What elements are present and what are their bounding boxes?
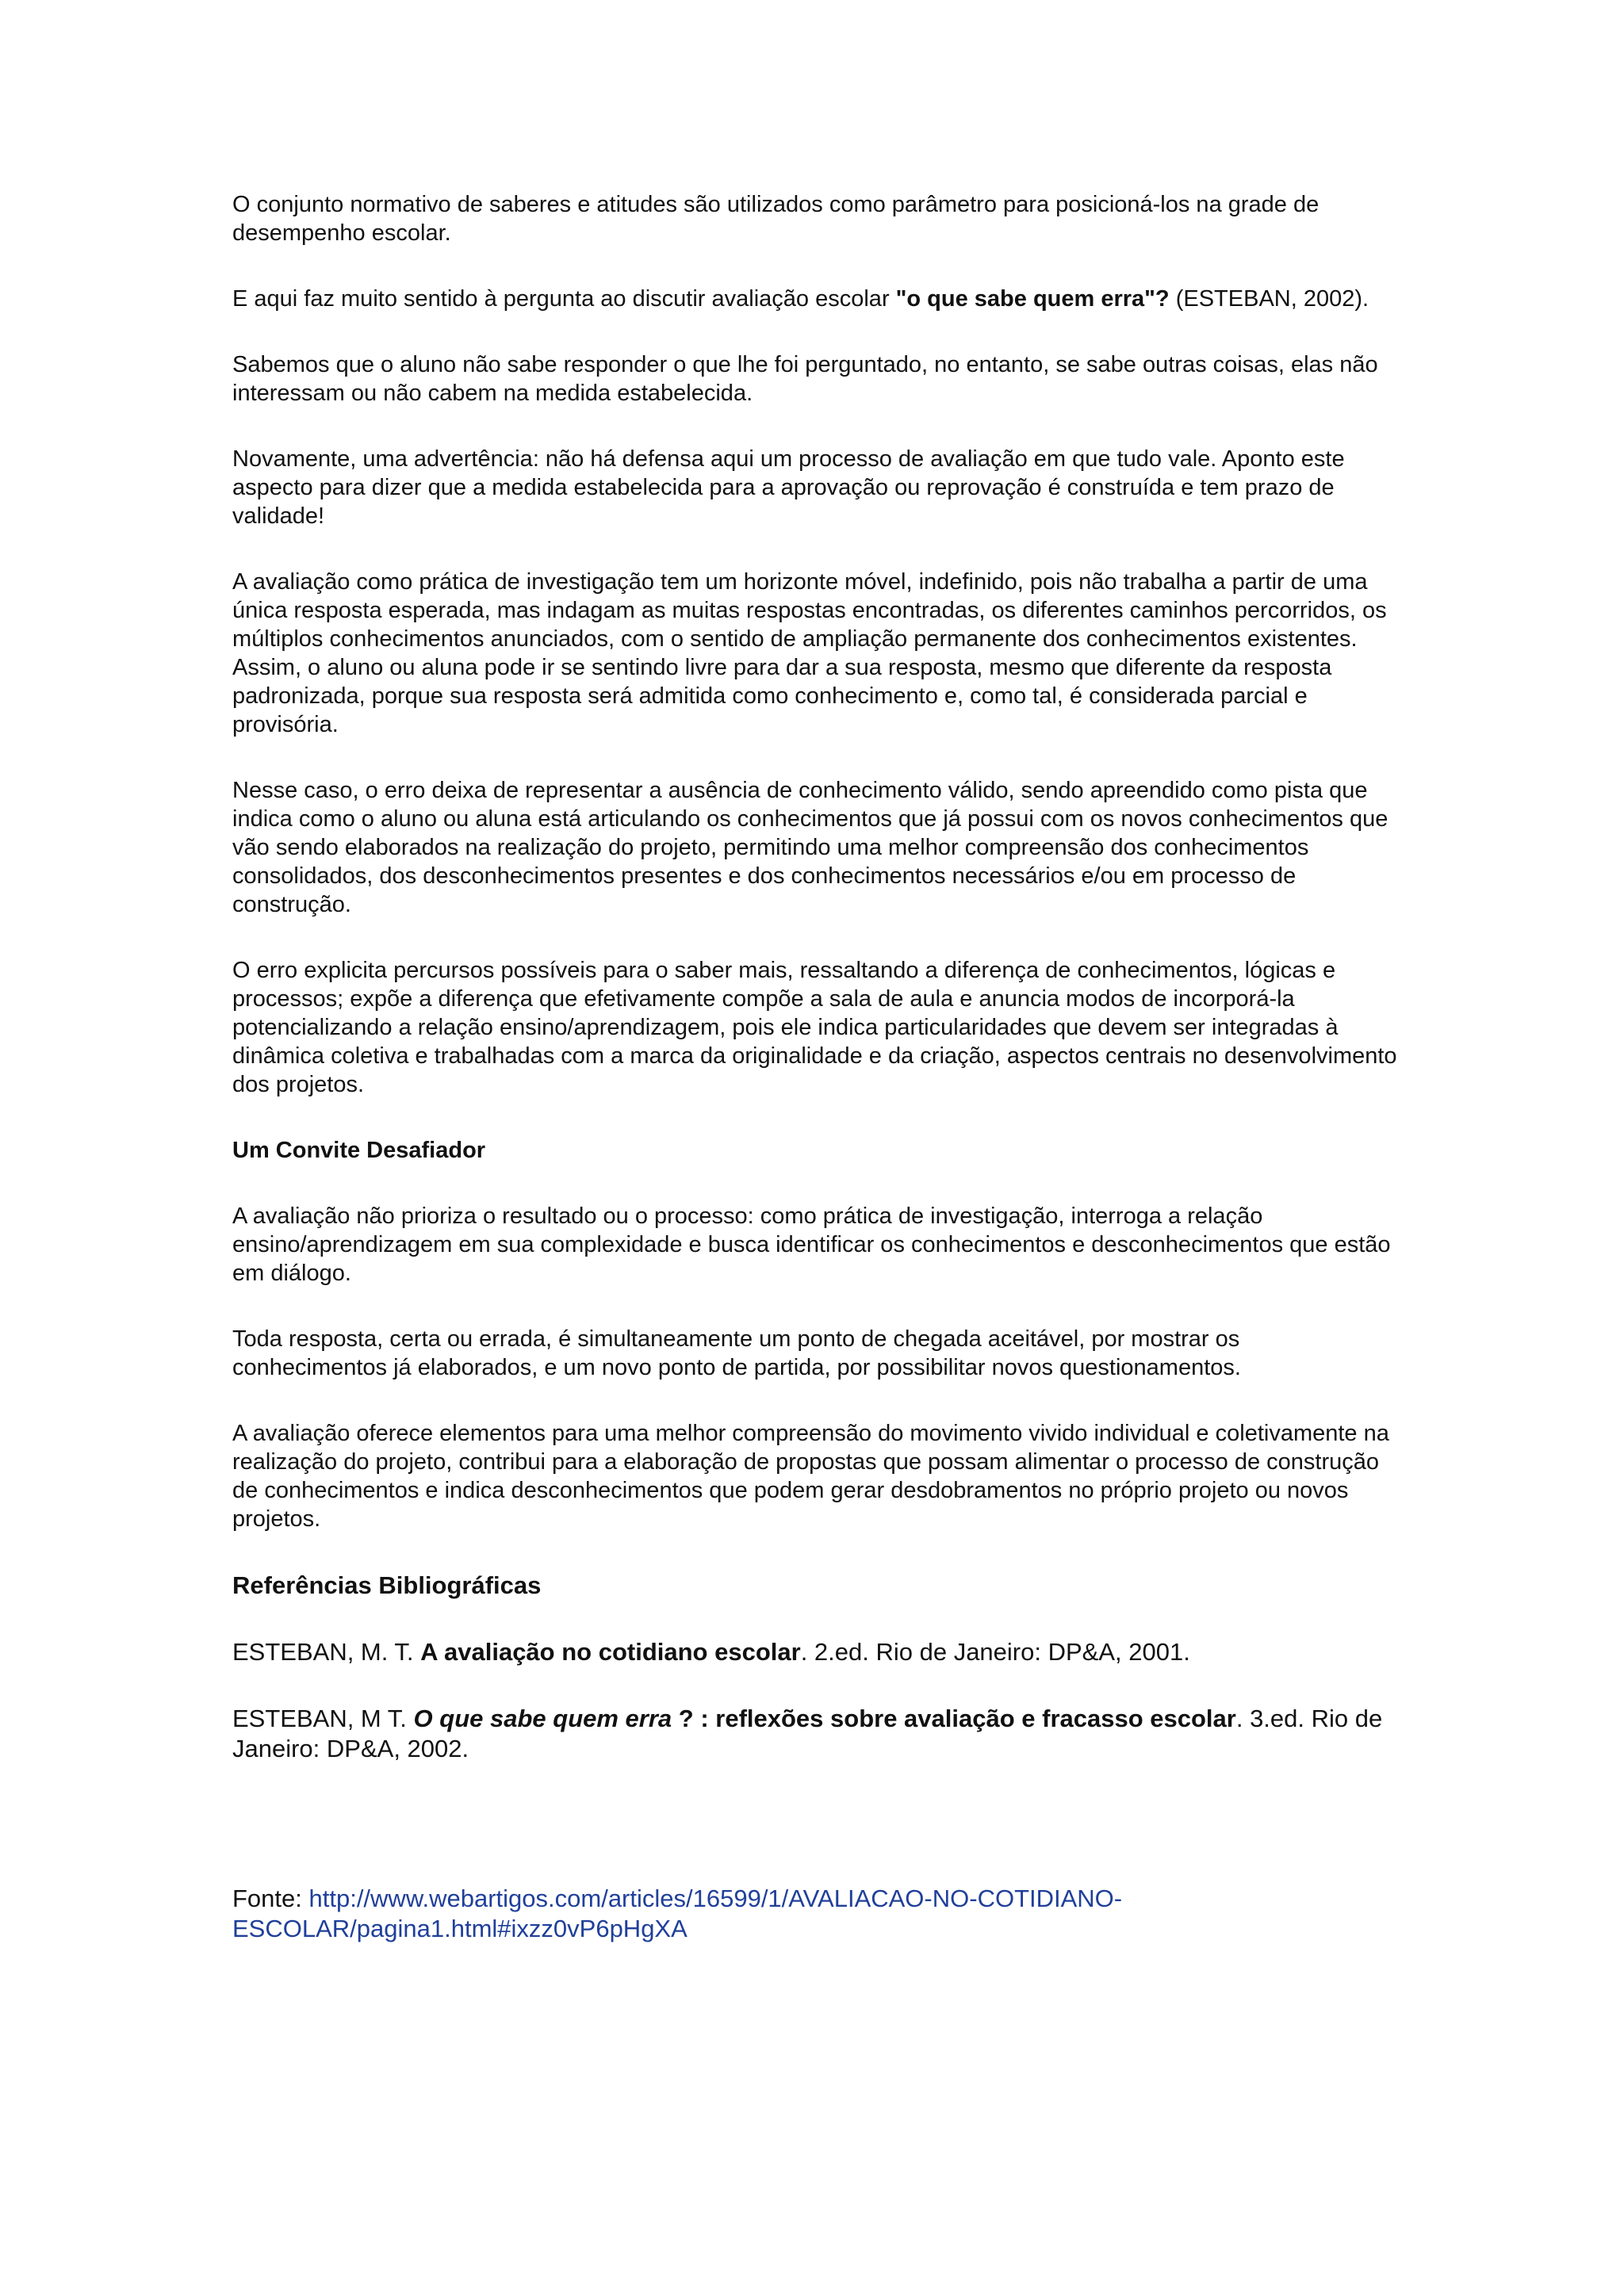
paragraph: O erro explicita percursos possíveis para o saber mais, ressaltando a diferença de conhecimentos, lógicas e processos; expõe a diferença que efetivamente compõe a sala de aula e anuncia modos de incorporá-la potencializando a relação ensino/aprendizagem, pois ele indica particularidades que devem ser integradas à dinâmica coletiva e trabalhadas com a marca da originalidade e da criação, aspectos centrais no desenvolvimento dos projetos. xyxy=(232,958,1397,1097)
references-heading: Referências Bibliográficas xyxy=(232,1571,542,1599)
paragraph: O conjunto normativo de saberes e atitudes são utilizados como parâmetro para posicioná-los na grade de desempenho escolar. xyxy=(232,192,1320,246)
reference-entry xyxy=(232,1704,1398,1764)
paragraph: Nesse caso, o erro deixa de representar a ausência de conhecimento válido, sendo apreendido como pista que indica como o aluno ou aluna está articulando os conhecimentos que já possui com os novos conhecimentos que vão sendo elaborados na realização do projeto, permitindo uma melhor compreensão dos conhecimentos consolidados, dos desconhecimentos presentes e dos conhecimentos necessários e/ou em processo de construção. xyxy=(232,778,1388,917)
reference-title: O que sabe quem erra xyxy=(413,1705,672,1732)
reference-details: . 2.ed. Rio de Janeiro: DP&A, 2001. xyxy=(800,1638,1190,1666)
reference-title: A avaliação no cotidiano escolar xyxy=(420,1638,801,1666)
source-citation xyxy=(232,1884,1398,1944)
paragraph: Toda resposta, certa ou errada, é simultaneamente um ponto de chegada aceitável, por mostrar os conhecimentos já elaborados, e um novo ponto de partida, por possibilitar novos questionamentos. xyxy=(232,1326,1241,1380)
paragraph: Novamente, uma advertência: não há defensa aqui um processo de avaliação em que tudo vale. Aponto este aspecto para dizer que a medida estabelecida para a aprovação ou reprovação é construída e tem prazo de validade! xyxy=(232,446,1345,529)
quoted-question: "o que sabe quem erra"? xyxy=(895,286,1170,312)
paragraph: A avaliação não prioriza o resultado ou o processo: como prática de investigação, interroga a relação ensino/aprendizagem em sua complexidade e busca identificar os conhecimentos e desconhecimentos que estão em diálogo. xyxy=(232,1203,1391,1286)
reference-subtitle: ? : reflexões sobre avaliação e fracasso escolar xyxy=(672,1705,1236,1732)
reference-details: . 3.ed. Rio de Janeiro: DP&A, 2002. xyxy=(232,1705,1383,1762)
paragraph: Sabemos que o aluno não sabe responder o que lhe foi perguntado, no entanto, se sabe outras coisas, elas não interessam ou não cabem na medida estabelecida. xyxy=(232,352,1378,406)
section-heading: Um Convite Desafiador xyxy=(232,1138,486,1163)
source-link[interactable] xyxy=(232,1885,1122,1942)
paragraph: A avaliação oferece elementos para uma melhor compreensão do movimento vivido individual e coletivamente na realização do projeto, contribui para a elaboração de propostas que possam alimentar o processo de construção de conhecimentos e indica desconhecimentos que podem gerar desdobramentos no próprio projeto ou novos projetos. xyxy=(232,1421,1389,1532)
paragraph-text: (ESTEBAN, 2002). xyxy=(1169,286,1369,312)
source-link-line: ESCOLAR/pagina1.html#ixzz0vP6pHgXA xyxy=(232,1915,688,1942)
paragraph-text: E aqui faz muito sentido à pergunta ao discutir avaliação escolar xyxy=(232,286,896,312)
reference-entry xyxy=(232,1637,1398,1667)
source-link-line: http://www.webartigos.com/articles/16599/1/AVALIACAO-NO-COTIDIANO- xyxy=(308,1885,1123,1912)
reference-author: ESTEBAN, M T. xyxy=(232,1705,414,1732)
paragraph: A avaliação como prática de investigação tem um horizonte móvel, indefinido, pois não trabalha a partir de uma única resposta esperada, mas indagam as muitas respostas encontradas, os diferentes caminhos percorridos, os múltiplos conhecimentos anunciados, com o sentido de ampliação permanente dos conhecimentos existentes. Assim, o aluno ou aluna pode ir se sentindo livre para dar a sua resposta, mesmo que diferente da resposta padronizada, porque sua resposta será admitida como conhecimento e, como tal, é considerada parcial e provisória. xyxy=(232,569,1387,737)
reference-author: ESTEBAN, M. T. xyxy=(232,1638,421,1666)
document-body xyxy=(232,190,1398,1800)
source-label: Fonte: xyxy=(232,1885,309,1912)
paragraph xyxy=(232,285,1398,313)
